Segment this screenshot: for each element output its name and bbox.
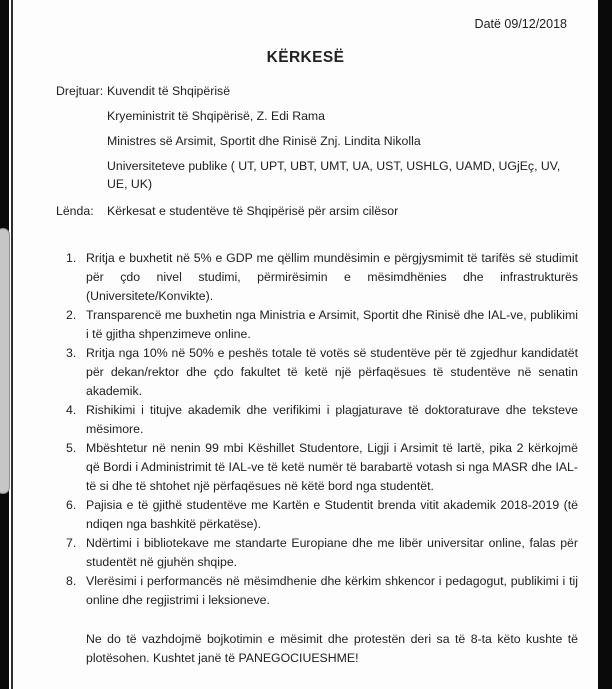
- document-edge-line: [11, 0, 13, 689]
- demand-item: [66, 496, 578, 534]
- scrollbar-thumb[interactable]: [0, 228, 10, 494]
- document-title: KËRKESË: [266, 49, 345, 66]
- recipient-line: Ministres së Arsimit, Sportit dhe Rinisë Znj. Lindita Nikolla: [107, 134, 421, 148]
- recipient-line: Kryeministrit të Shqipërisë, Z. Edi Rama: [107, 109, 325, 123]
- demand-number: 6.: [66, 498, 77, 512]
- subject-label: Lënda:: [56, 204, 94, 218]
- demand-number: 2.: [66, 308, 77, 322]
- demand-text: Rritja nga 10% në 50% e peshës totale të votës së studentëve për të zgjedhur kandidatët për dekan/rektor dhe çdo fakultet të ketë një përfaqësues të studentëve në senatin akademik.: [86, 346, 578, 398]
- date-label: Datë 09/12/2018: [474, 17, 567, 31]
- demand-text: Rritja e buxhetit në 5% e GDP me qëllim mundësimin e përgjysmimit të tarifës së studimit për çdo nivel studimi, përmirësimin e mësimdhënies dhe infrastrukturës (Universitete/Konvikte).: [86, 251, 578, 303]
- demand-number: 8.: [66, 574, 77, 588]
- recipient-line: Kuvendit të Shqipërisë: [107, 84, 231, 98]
- demand-text: Rishikimi i titujve akademik dhe verifikimi i plagjaturave të doktoraturave dhe teksteve mësimore.: [86, 403, 578, 436]
- recipients-list: [107, 82, 576, 193]
- demand-text: Vlerësimi i performancës në mësimdhenie dhe kërkim shkencor i pedagogut, publikimi i tij online dhe regjistrimi i leksioneve.: [86, 574, 578, 607]
- demand-number: 7.: [66, 536, 77, 550]
- recipients-label: Drejtuar:: [56, 84, 104, 98]
- demand-text: Mbështetur në nenin 99 mbi Këshillet Studentore, Ligji i Arsimit të lartë, pika 2 kërkojmë që Bordi i Administrimit të IAL-ve të ketë numër të barabartë votash si nga MASR dhe IAL-të si dhe të shtohet një përfaqësues në këtë bord nga studentët.: [86, 441, 578, 493]
- demand-item: [66, 249, 578, 306]
- document-page: [13, 0, 598, 689]
- demand-text: Pajisia e të gjithë studentëve me Kartën e Studentit brenda vitit akademik 2018-2019 (të ndiqen nga bashkitë përkatëse).: [86, 498, 578, 531]
- subject-row: [13, 202, 598, 220]
- demand-item: [66, 534, 578, 572]
- recipients-block: [13, 82, 598, 193]
- closing-paragraph: Ne do të vazhdojmë bojkotimin e mësimit dhe protestën deri sa të 8-ta këto kushte të plotësohen. Kushtet janë të PANEGOCIUESHME!: [86, 632, 578, 665]
- demand-text: Transparencë me buxhetin nga Ministria e Arsimit, Sportit dhe Rinisë dhe IAL-ve, publikimi i të gjitha shpenzimeve online.: [86, 308, 578, 341]
- right-edge-bar: [598, 0, 612, 689]
- demand-text: Ndërtimi i bibliotekave me standarte Europiane dhe me libër universitar online, falas për studentët në gjuhën shqipe.: [86, 536, 578, 569]
- left-edge-bar: [0, 0, 9, 689]
- demand-number: 1.: [66, 251, 77, 265]
- demand-number: 4.: [66, 403, 77, 417]
- demand-item: [66, 401, 578, 439]
- subject-text: Kërkesat e studentëve të Shqipërisë për arsim cilësor: [107, 204, 399, 218]
- demand-item: [66, 306, 578, 344]
- demand-number: 3.: [66, 346, 77, 360]
- demand-number: 5.: [66, 441, 77, 455]
- recipient-line: Universiteteve publike ( UT, UPT, UBT, UMT, UA, UST, USHLG, UAMD, UGjEç, UV, UE, UK): [107, 159, 561, 191]
- demand-item: [66, 439, 578, 496]
- demand-item: [66, 344, 578, 401]
- demands-list: [66, 249, 578, 610]
- demand-item: [66, 572, 578, 610]
